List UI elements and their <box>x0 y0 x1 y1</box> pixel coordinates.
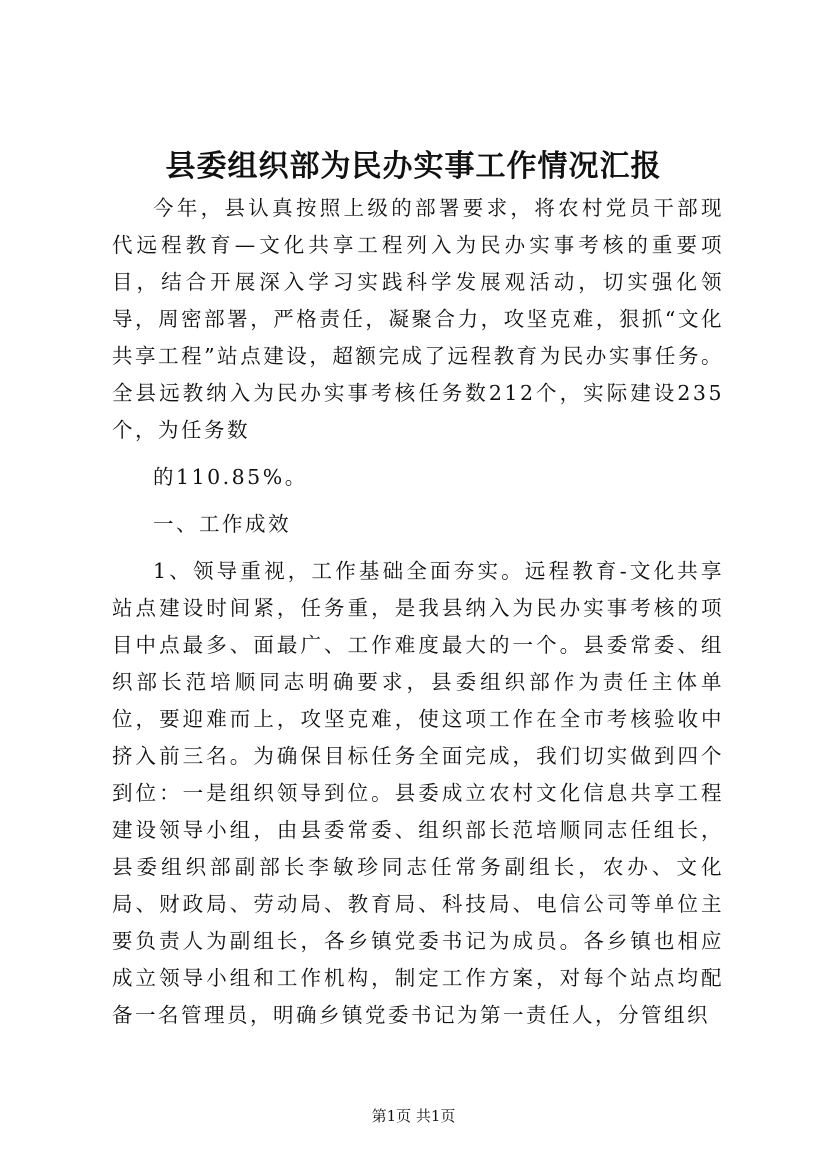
page-number-footer: 第1页 共1页 <box>371 1107 456 1125</box>
paragraph-leadership: 1、领导重视，工作基础全面夯实。远程教育-文化共享站点建设时间紧，任务重，是我县纳入为民办实事考核的项目中点最多、面最广、工作难度最大的一个。县委常委、组织部长范培顺同志明确要求，县委组织部作为责任主体单位，要迎难而上，攻坚克难，使这项工作在全市考核验收中挤入前三名。为确保目标任务全面完成，我们切实做到四个到位：一是组织领导到位。县委成立农村文化信息共享工程建设领导小组，由县委常委、组织部长范培顺同志任组长，县委组织部副部长李敏珍同志任常务副组长，农办、文化局、财政局、劳动局、教育局、科技局、电信公司等单位主要负责人为副组长，各乡镇党委书记为成员。各乡镇也相应成立领导小组和工作机构，制定工作方案，对每个站点均配备一名管理员，明确乡镇党委书记为第一责任人，分管组织 <box>112 559 724 1027</box>
document-title: 县委组织部为民办实事工作情况汇报 <box>165 149 662 184</box>
paragraph-intro-continuation: 的110.85%。 <box>153 465 308 489</box>
section-heading-work-results: 一、工作成效 <box>153 512 291 536</box>
document-body <box>112 190 724 1034</box>
paragraph-intro: 今年，县认真按照上级的部署要求，将农村党员干部现代远程教育—文化共享工程列入为民办实事考核的重要项目，结合开展深入学习实践科学发展观活动，切实强化领导，周密部署，严格责任，凝聚合力，攻坚克难，狠抓“文化共享工程”站点建设，超额完成了远程教育为民办实事任务。全县远教纳入为民办实事考核任务数212个，实际建设235个，为任务数 <box>112 196 724 442</box>
